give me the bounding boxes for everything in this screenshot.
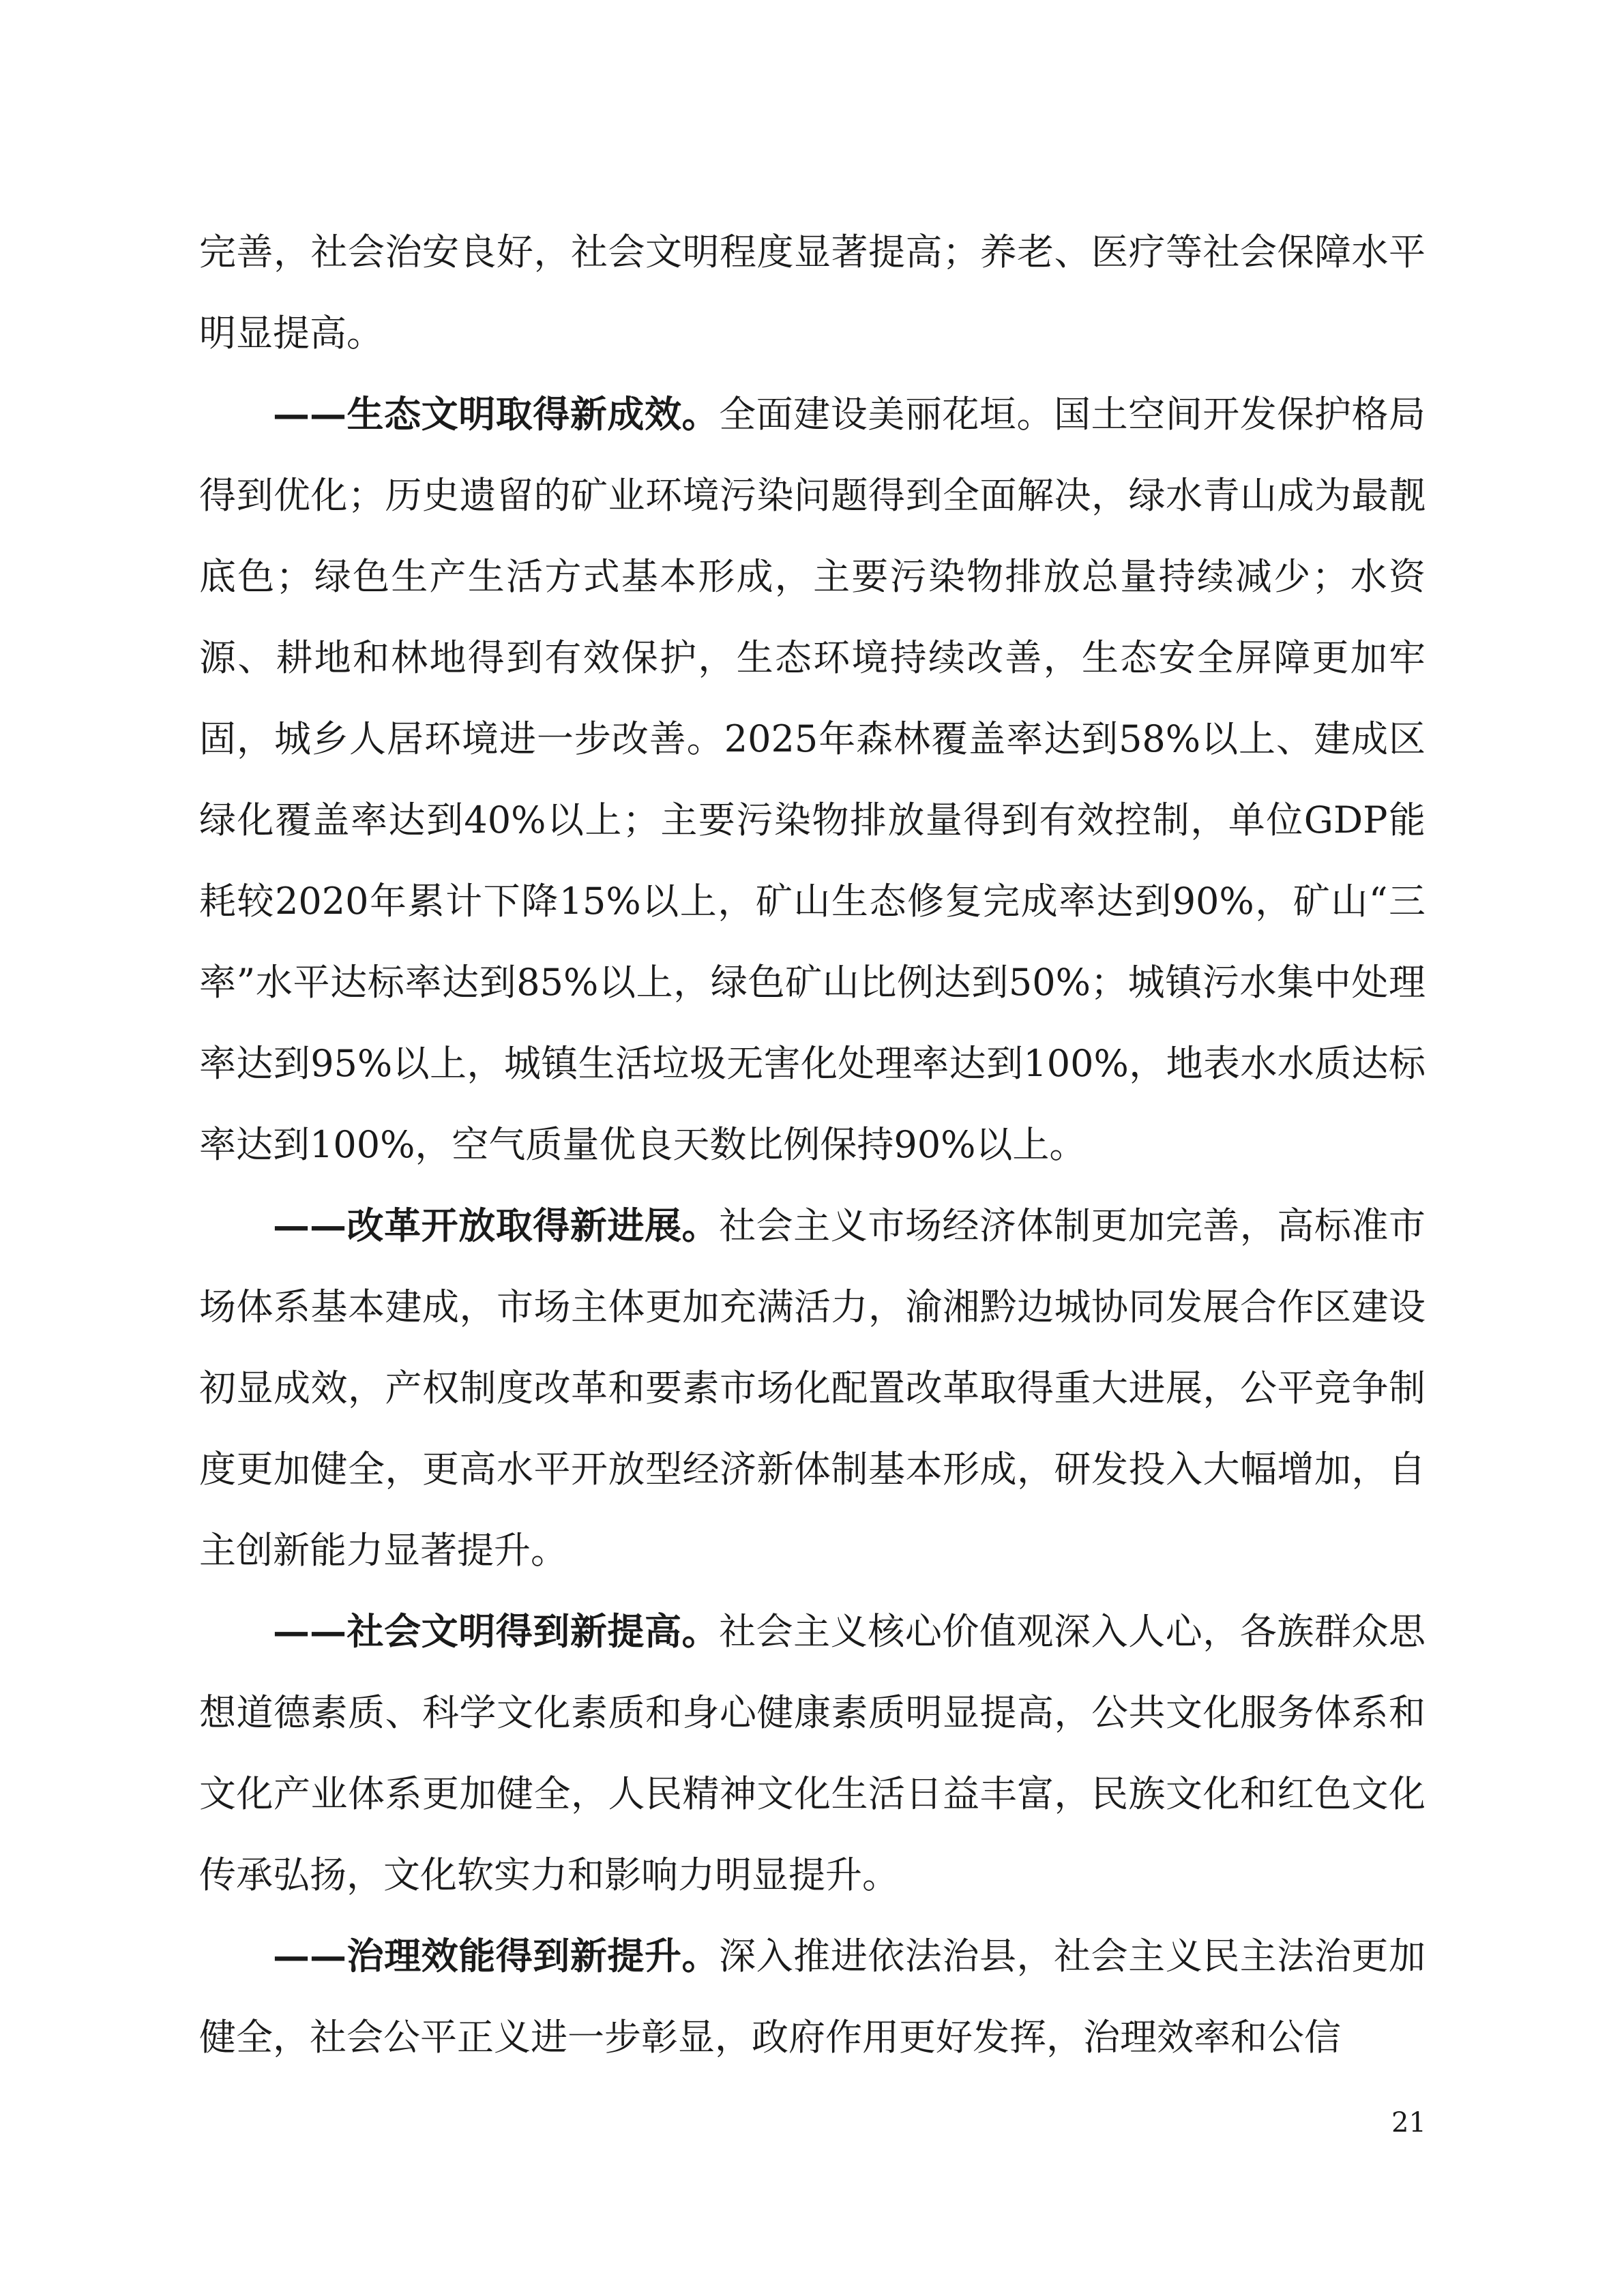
paragraph-continuation — [199, 211, 1426, 374]
paragraph-heading: ——治理效能得到新提升。 — [273, 1934, 720, 1978]
paragraph-governance — [199, 1915, 1426, 2078]
page-number: 21 — [1391, 2107, 1426, 2138]
paragraph-text: 全面建设美丽花垣。国土空间开发保护格局得到优化；历史遗留的矿业环境污染问题得到全面解决，绿水青山成为最靓底色；绿色生产生活方式基本形成，主要污染物排放总量持续减少；水资源、耕地和林地得到有效保护，生态环境持续改善，生态安全屏障更加牢固，城乡人居环境进一步改善。2025年森林覆盖率达到58%以上、建成区绿化覆盖率达到40%以上；主要污染物排放量得到有效控制，单位GDP能耗较2020年累计下降15%以上，矿山生态修复完成率达到90%，矿山“三率”水平达标率达到85%以上，绿色矿山比例达到50%；城镇污水集中处理率达到95%以上，城镇生活垃圾无害化处理率达到100%，地表水水质达标率达到100%，空气质量优良天数比例保持90%以上。 — [199, 393, 1426, 1166]
paragraph-ecology — [199, 374, 1426, 1185]
document-body — [199, 211, 1426, 2078]
paragraph-reform — [199, 1185, 1426, 1591]
paragraph-text: 深入推进依法治县，社会主义民主法治更加健全，社会公平正义进一步彰显，政府作用更好发挥，治理效率和公信 — [199, 1935, 1426, 2059]
paragraph-civilization — [199, 1591, 1426, 1915]
paragraph-text: 社会主义市场经济体制更加完善，高标准市场体系基本建成，市场主体更加充满活力，渝湘黔边城协同发展合作区建设初显成效，产权制度改革和要素市场化配置改革取得重大进展，公平竞争制度更加健全，更高水平开放型经济新体制基本形成，研发投入大幅增加，自主创新能力显著提升。 — [199, 1204, 1426, 1572]
paragraph-heading: ——生态文明取得新成效。 — [273, 392, 720, 436]
paragraph-heading: ——改革开放取得新进展。 — [273, 1204, 720, 1247]
paragraph-text: 社会主义核心价值观深入人心，各族群众思想道德素质、科学文化素质和身心健康素质明显提高，公共文化服务体系和文化产业体系更加健全，人民精神文化生活日益丰富，民族文化和红色文化传承弘扬，文化软实力和影响力明显提升。 — [199, 1610, 1426, 1896]
paragraph-text: 完善，社会治安良好，社会文明程度显著提高；养老、医疗等社会保障水平明显提高。 — [199, 230, 1426, 355]
paragraph-heading: ——社会文明得到新提高。 — [273, 1609, 720, 1653]
